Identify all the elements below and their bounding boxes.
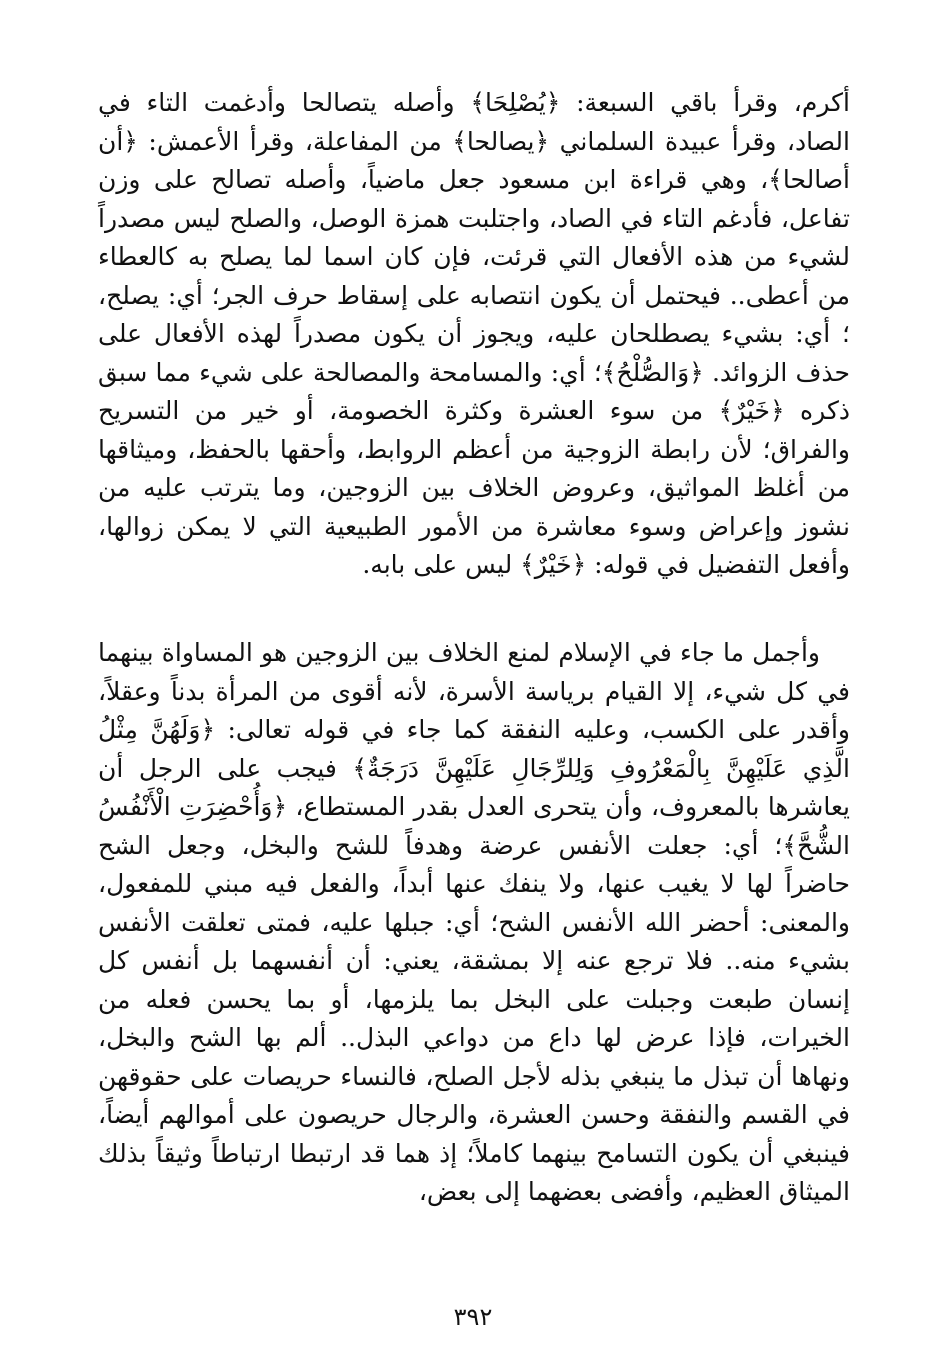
page-number: ٣٩٢ [453,1303,493,1331]
paragraph-1: أكرم، وقرأ باقي السبعة: ﴿يُصْلِحَا﴾ وأصله يتصالحا وأدغمت التاء في الصاد، وقرأ عبيدة السلماني ﴿يصالحا﴾ من المفاعلة، وقرأ الأعمش: ﴿أن أصالحا﴾، وهي قراءة ابن مسعود جعل ماضياً، وأصله تصالح على وزن تفاعل، فأدغم التاء في الصاد، واجتلبت همزة الوصل، والصلح ليس مصدراً لشيء من هذه الأفعال التي قرئت، فإن كان اسما لما يصلح به كالعطاء من أعطى.. فيحتمل أن يكون انتصابه على إسقاط حرف الجر؛ أي: يصلح، ؛ أي: بشيء يصطلحان عليه، ويجوز أن يكون مصدراً لهذه الأفعال على حذف الزوائد. ﴿وَالصُّلْحُ﴾؛ أي: والمسامحة والمصالحة على شيء مما سبق ذكره ﴿خَيْرٌ﴾ من سوء العشرة وكثرة الخصومة، أو خير من التسريح والفراق؛ لأن رابطة الزوجية من أعظم الروابط، وأحقها بالحفظ، وميثاقها من أغلظ المواثيق، وعروض الخلاف بين الزوجين، وما يترتب عليه من نشوز وإعراض وسوء معاشرة من الأمور الطبيعية التي لا يمكن زوالها، وأفعل التفضيل في قوله: ﴿خَيْرٌ﴾ ليس على بابه. [98,88,850,579]
paragraph-2: وأجمل ما جاء في الإسلام لمنع الخلاف بين الزوجين هو المساواة بينهما في كل شيء، إلا القيام برياسة الأسرة، لأنه أقوى من المرأة بدناً وعقلاً، وأقدر على الكسب، وعليه النفقة كما جاء في قوله تعالى: ﴿وَلَهُنَّ مِثْلُ الَّذِي عَلَيْهِنَّ بِالْمَعْرُوفِ وَلِلرِّجَالِ عَلَيْهِنَّ دَرَجَةٌ﴾ فيجب على الرجل أن يعاشرها بالمعروف، وأن يتحرى العدل بقدر المستطاع، ﴿وَأُحْضِرَتِ الْأَنْفُسُ الشُّحَّ﴾؛ أي: جعلت الأنفس عرضة وهدفاً للشح والبخل، وجعل الشح حاضراً لها لا يغيب عنها، ولا ينفك عنها أبداً، والفعل فيه مبني للمفعول، والمعنى: أحضر الله الأنفس الشح؛ أي: جبلها عليه، فمتى تعلقت الأنفس بشيء منه.. فلا ترجع عنه إلا بمشقة، يعني: أن أنفسهما بل أنفس كل إنسان طبعت وجبلت على البخل بما يلزمها، أو بما يحسن فعله من الخيرات، فإذا عرض لها داع من دواعي البذل.. ألم بها الشح والبخل، ونهاها أن تبذل ما ينبغي بذله لأجل الصلح، فالنساء حريصات على حقوقهن في القسم والنفقة وحسن العشرة، والرجال حريصون على أموالهم أيضاً، فينبغي أن يكون التسامح بينهما كاملاً؛ إذ هما قد ارتبطا ارتباطاً وثيقاً بذلك الميثاق العظيم، وأفضى بعضهما إلى بعض، [98,638,850,1206]
